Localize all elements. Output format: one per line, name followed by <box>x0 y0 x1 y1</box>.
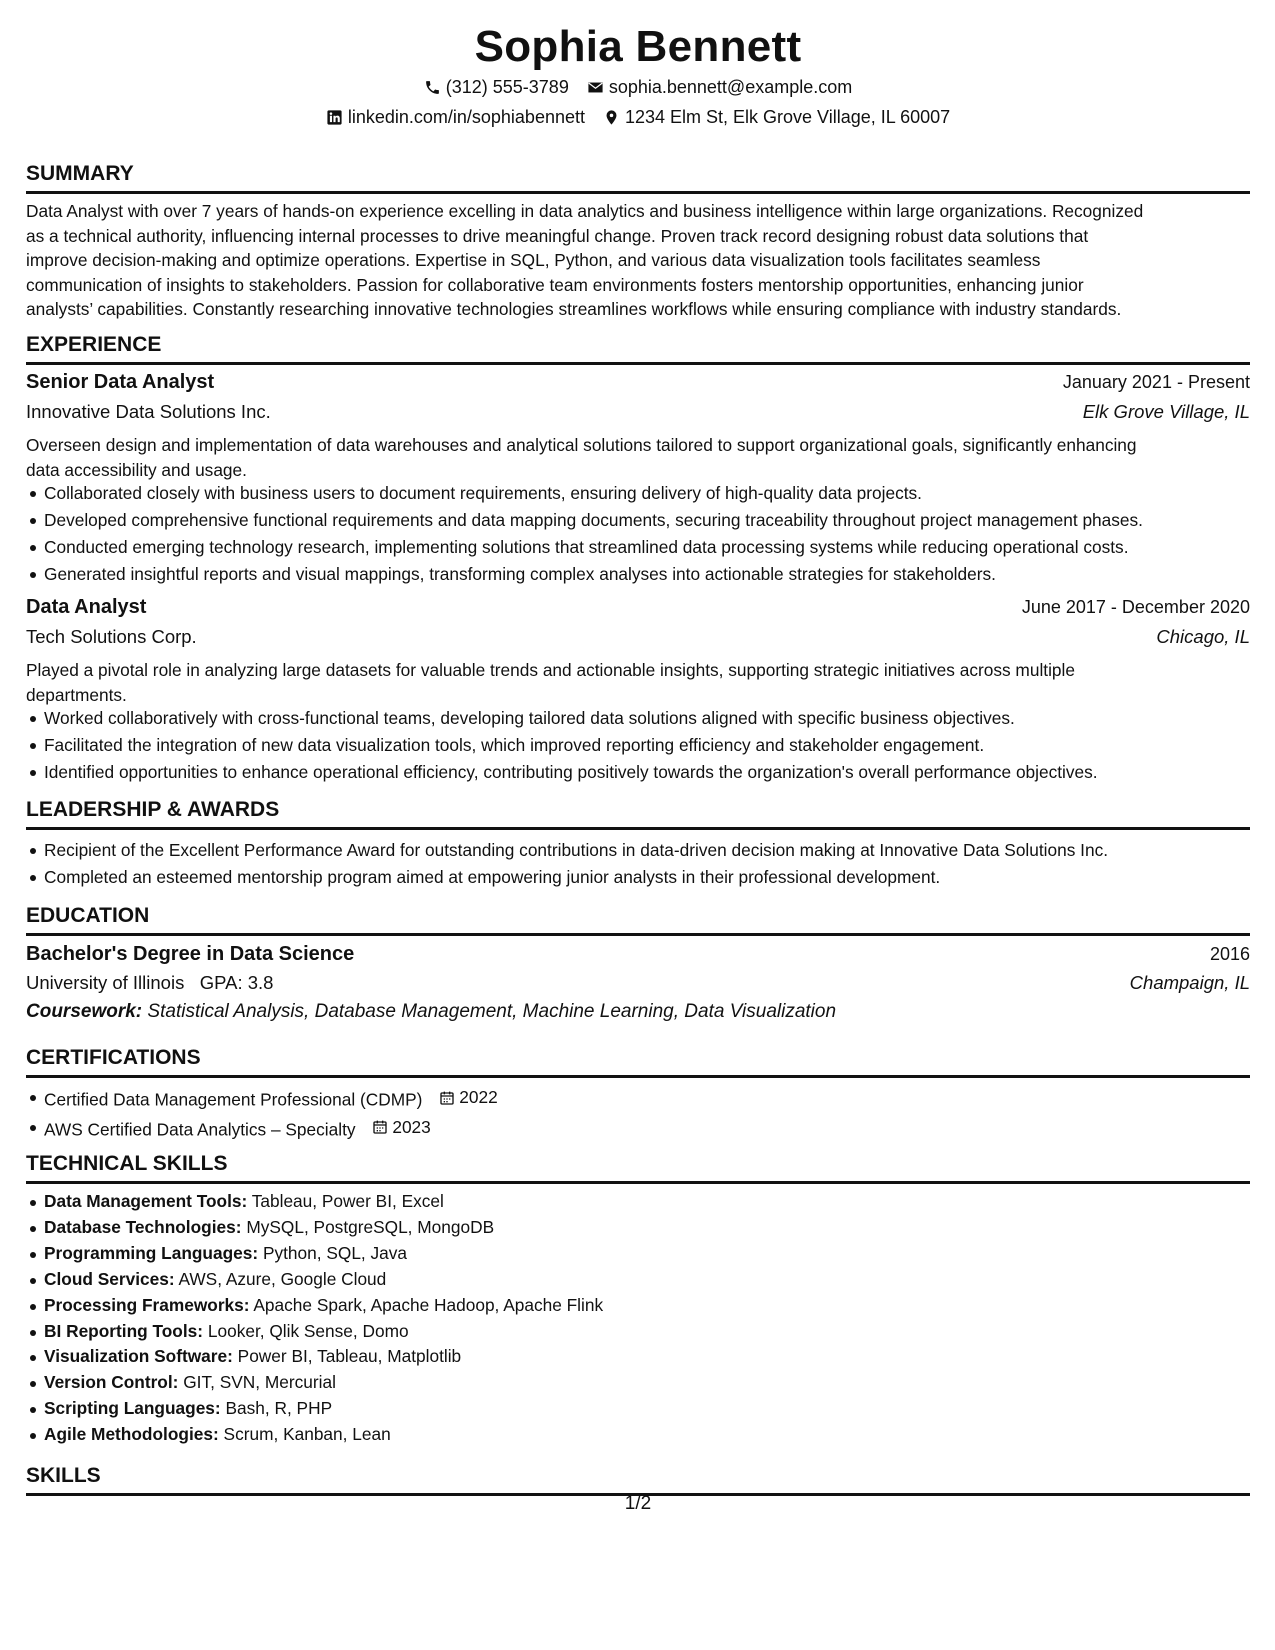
email-contact[interactable] <box>587 77 852 98</box>
education-heading: EDUCATION <box>26 904 1250 936</box>
job-company-row <box>26 626 1250 648</box>
certification-year: 2023 <box>392 1116 431 1137</box>
coursework <box>26 1001 836 1023</box>
phone-text: (312) 555-3789 <box>445 77 569 97</box>
school-info <box>26 972 273 994</box>
summary-line: improve decision-making and optimize operations. Expertise in SQL, Python, and various data visualization tools facilitates seamless <box>26 250 1041 271</box>
contact-row-1 <box>26 77 1250 98</box>
school-name: University of Illinois <box>26 972 185 993</box>
linkedin-contact[interactable] <box>326 107 585 128</box>
experience-heading: EXPERIENCE <box>26 333 1250 365</box>
summary-heading: SUMMARY <box>26 162 1250 194</box>
skill-item <box>44 1370 1268 1396</box>
skill-value: Scrum, Kanban, Lean <box>223 1424 391 1445</box>
job-description-line: Played a pivotal role in analyzing large datasets for valuable trends and actionable insights, supporting strategic initiatives across multiple <box>26 660 1075 680</box>
job-title: Senior Data Analyst <box>26 371 215 393</box>
summary-line: analysts’ capabilities. Constantly researching innovative technologies streamlines workflows while ensuring compliance with industry standards. <box>26 299 1122 320</box>
job-location: Elk Grove Village, IL <box>1082 401 1250 422</box>
gpa: GPA: 3.8 <box>199 972 274 993</box>
skill-label: Cloud Services: <box>44 1268 175 1289</box>
skill-label: Programming Languages: <box>44 1242 259 1263</box>
skill-label: Visualization Software: <box>44 1346 233 1367</box>
job-description <box>26 658 1250 707</box>
skill-label: Processing Frameworks: <box>44 1294 250 1315</box>
leadership-bullets <box>26 837 1268 891</box>
skill-item <box>44 1215 1268 1241</box>
school-location: Champaign, IL <box>1129 972 1250 993</box>
skill-label: BI Reporting Tools: <box>44 1320 204 1341</box>
list-item: Conducted emerging technology research, implementing solutions that streamlined data processing systems while reducing operational costs. <box>44 534 1268 561</box>
envelope-icon <box>587 79 604 96</box>
address-contact <box>603 107 950 128</box>
certification-year: 2022 <box>459 1087 498 1107</box>
degree-year: 2016 <box>1209 944 1250 964</box>
technical-skills-list <box>26 1189 1268 1448</box>
skill-item <box>44 1344 1268 1370</box>
calendar-icon <box>439 1090 455 1106</box>
summary-text <box>26 199 1250 322</box>
technical-skills-heading: TECHNICAL SKILLS <box>26 1152 1250 1184</box>
job-description-line: Overseen design and implementation of data warehouses and analytical solutions tailored to support organizational goals, significantly enhancing <box>26 435 1137 455</box>
skill-item <box>44 1422 1268 1448</box>
job-dates: January 2021 - Present <box>1062 372 1250 392</box>
email-text: sophia.bennett@example.com <box>608 77 853 97</box>
certifications-heading: CERTIFICATIONS <box>26 1046 1250 1078</box>
job-title-row <box>26 596 1250 619</box>
certification-item <box>44 1114 1268 1144</box>
address-text: 1234 Elm St, Elk Grove Village, IL 60007 <box>624 107 951 127</box>
list-item: Recipient of the Excellent Performance Award for outstanding contributions in data-driven decision making at Innovative Data Solutions Inc. <box>44 837 1268 864</box>
certification-item <box>44 1084 1268 1114</box>
job-description <box>26 433 1250 482</box>
degree-title: Bachelor's Degree in Data Science <box>26 943 355 965</box>
coursework-label: Coursework: <box>26 1001 143 1022</box>
skill-value: Power BI, Tableau, Matplotlib <box>237 1346 462 1367</box>
summary-line: Data Analyst with over 7 years of hands-on experience excelling in data analytics and business intelligence within large organizations. Recognized <box>26 201 1144 221</box>
certification-date <box>372 1114 430 1141</box>
job-dates: June 2017 - December 2020 <box>1021 597 1250 617</box>
certification-date <box>439 1084 497 1111</box>
skill-label: Agile Methodologies: <box>44 1424 219 1445</box>
skill-value: GIT, SVN, Mercurial <box>183 1372 336 1393</box>
job-description-line: data accessibility and usage. <box>26 459 247 480</box>
job-company: Innovative Data Solutions Inc. <box>26 401 271 422</box>
coursework-text: Statistical Analysis, Database Management, Machine Learning, Data Visualization <box>147 1001 837 1022</box>
school-row <box>26 972 1250 994</box>
job-description-line: departments. <box>26 684 127 705</box>
list-item: Developed comprehensive functional requirements and data mapping documents, securing traceability throughout project management phases. <box>44 507 1268 534</box>
contact-row-2 <box>26 107 1250 128</box>
skill-label: Data Management Tools: <box>44 1191 248 1211</box>
skill-value: AWS, Azure, Google Cloud <box>178 1268 387 1289</box>
list-item: Completed an esteemed mentorship program aimed at empowering junior analysts in their professional development. <box>44 864 1268 891</box>
degree-row <box>26 943 1250 966</box>
leadership-heading: LEADERSHIP & AWARDS <box>26 798 1250 830</box>
summary-line: communication of insights to stakeholders. Passion for collaborative team environments fosters mentorship opportunities, enhancing junior <box>26 274 1084 295</box>
candidate-name: Sophia Bennett <box>474 22 802 71</box>
skill-item <box>44 1267 1268 1293</box>
skill-item <box>44 1241 1268 1267</box>
skill-label: Database Technologies: <box>44 1216 242 1237</box>
certifications-list <box>26 1084 1268 1143</box>
skill-item <box>44 1396 1268 1422</box>
linkedin-icon <box>326 109 343 126</box>
skill-value: Looker, Qlik Sense, Domo <box>207 1320 409 1341</box>
page-number: 1/2 <box>624 1493 652 1514</box>
job-location: Chicago, IL <box>1156 626 1250 647</box>
list-item: Collaborated closely with business users to document requirements, ensuring delivery of high-quality data projects. <box>44 480 1268 507</box>
job-company: Tech Solutions Corp. <box>26 626 197 647</box>
linkedin-text: linkedin.com/in/sophiabennett <box>347 107 585 127</box>
skill-value: Bash, R, PHP <box>225 1398 333 1419</box>
skill-value: MySQL, PostgreSQL, MongoDB <box>246 1216 495 1237</box>
list-item: Facilitated the integration of new data visualization tools, which improved reporting efficiency and stakeholder engagement. <box>44 732 1268 759</box>
list-item: Identified opportunities to enhance operational efficiency, contributing positively towards the organization's overall performance objectives. <box>44 759 1268 786</box>
skill-item <box>44 1189 1268 1215</box>
job-title-row <box>26 371 1250 394</box>
calendar-icon <box>372 1119 388 1135</box>
skill-value: Tableau, Power BI, Excel <box>251 1191 444 1211</box>
skill-item <box>44 1319 1268 1345</box>
list-item: Worked collaboratively with cross-functional teams, developing tailored data solutions aligned with specific business objectives. <box>44 705 1268 732</box>
skills-heading: SKILLS <box>26 1464 1250 1496</box>
job-company-row <box>26 401 1250 423</box>
skill-item <box>44 1293 1268 1319</box>
certification-name: AWS Certified Data Analytics – Specialty <box>44 1119 356 1139</box>
job-bullets <box>26 705 1268 786</box>
job-bullets <box>26 480 1268 588</box>
certification-name: Certified Data Management Professional (CDMP) <box>44 1089 423 1110</box>
skill-value: Python, SQL, Java <box>262 1242 408 1263</box>
summary-line: as a technical authority, influencing internal processes to drive meaningful change. Proven track record designing robust data solutions that <box>26 225 1089 246</box>
job-title: Data Analyst <box>26 596 147 618</box>
skill-label: Version Control: <box>44 1372 179 1393</box>
list-item: Generated insightful reports and visual mappings, transforming complex analyses into actionable strategies for stakeholders. <box>44 561 1268 588</box>
skill-label: Scripting Languages: <box>44 1398 221 1419</box>
map-pin-icon <box>603 109 620 126</box>
skill-value: Apache Spark, Apache Hadoop, Apache Flink <box>253 1294 604 1315</box>
phone-contact[interactable] <box>424 77 569 98</box>
phone-icon <box>424 79 441 96</box>
